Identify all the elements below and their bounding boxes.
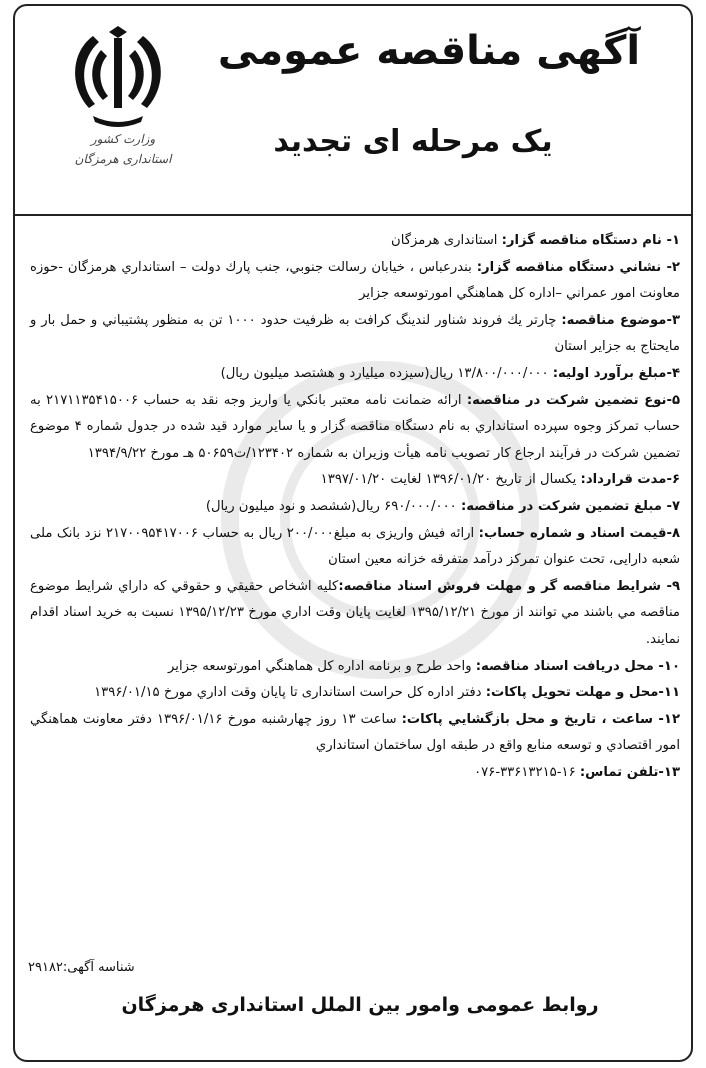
item-label: ۷- مبلغ تضمین شرکت در مناقصه:: [460, 498, 680, 514]
item-text: ۶۹۰/۰۰۰/۰۰۰ ریال(ششصد و نود میلیون ریال): [205, 498, 461, 514]
item-label: ۶-مدت قرارداد:: [580, 472, 680, 488]
notice-item-11: [30, 680, 680, 707]
ministry-line-2: استانداری هرمزگان: [74, 152, 172, 166]
notice-item-2: [30, 255, 680, 308]
notice-body: [30, 228, 680, 786]
item-text: ۱۶-۳۳۶۱۳۲۱۵-۰۷۶: [474, 764, 580, 780]
item-label: ۳-موضوع مناقصه:: [561, 312, 681, 328]
notice-title: آگهی مناقصه عمومی: [217, 28, 641, 74]
item-label: ۱۰- محل دريافت اسناد مناقصه:: [475, 658, 680, 674]
ministry-caption: [53, 129, 193, 169]
item-label: ۱۳-تلفن تماس:: [579, 764, 680, 780]
item-text: ۱۳/۸۰۰/۰۰۰/۰۰۰ ریال(سیزده میلیارد و هشتصد میلیون ریال): [220, 365, 553, 381]
notice-item-10: [30, 654, 680, 681]
notice-item-3: [30, 308, 680, 361]
item-text: بندرعباس ، خیابان رسالت جنوبي، جنب پارك دولت – استانداري هرمزگان -حوزه معاونت امور عمراني –اداره كل هماهنگي امورتوسعه جزاير: [30, 259, 680, 302]
item-text: واحد طرح و برنامه اداره كل هماهنگي امورتوسعه جزاير: [168, 658, 476, 674]
footer-signature: روابط عمومی وامور بین الملل استانداری هرمزگان: [121, 994, 599, 1016]
notice-item-12: [30, 707, 680, 760]
item-label: ۱- نام دستگاه مناقصه گزار:: [501, 233, 680, 248]
ministry-line-1: وزارت کشور: [90, 132, 156, 146]
item-text: چارتر يك فروند شناور لندينگ كرافت به ظرفيت حدود ۱۰۰۰ تن به منظور پشتيباني و حمل بار و مايحتاج به جزاير استان: [30, 312, 680, 355]
notice-item-1: [30, 228, 680, 255]
item-label: ۵-نوع تضمین شرکت در مناقصه:: [466, 392, 680, 408]
item-text: كليه اشخاص حقيقي و حقوقي كه داراي شرايط موضوع مناقصه مي باشند مي توانند از مورخ ۱۳۹۵/۱۲/۲۱ لغايت پايان وقت اداري مورخ ۱۳۹۵/۱۲/۲۳ نسبت به خريد اسناد اقدام نمايند.: [30, 578, 680, 647]
ad-id: شناسه آگهی:۲۹۱۸۲: [28, 960, 135, 975]
item-text: استانداری هرمزگان: [391, 233, 502, 248]
item-text: ارائه فیش واریزی به مبلغ۲۰۰/۰۰۰ ریال به حساب ۲۱۷۰۰۹۵۴۱۷۰۰۶ نزد بانک ملی شعبه دارایی، تحت عنوان تمرکز درآمد متفرقه خزانه معین استان: [30, 525, 680, 568]
notice-item-9: [30, 574, 680, 654]
item-text: ساعت ۱۳ روز چهارشنبه مورخ ۱۳۹۶/۰۱/۱۶ دفتر معاونت هماهنگي امور اقتصادي و توسعه منابع واقع در طبقه اول ساختمان استانداري: [30, 711, 680, 754]
notice-item-6: [30, 467, 680, 494]
item-label: ۴-مبلغ برآورد اولیه:: [552, 365, 680, 381]
item-text: دفتر اداره كل حراست استانداری تا پایان وقت اداري مورخ ۱۳۹۶/۰۱/۱۵: [94, 685, 486, 701]
notice-item-7: [30, 494, 680, 521]
notice-header: [13, 4, 693, 216]
item-label: ۸-قیمت اسناد و شماره حساب:: [478, 525, 680, 541]
item-text: ارائه ضمانت نامه معتبر بانكي يا واريز وجه نقد به حساب ۲۱۷۱۱۳۵۴۱۵۰۰۶ به حساب تمرکز وجوه سپرده استانداري به نام دستگاه مناقصه گزار و يا ساير موارد قيد شده در جدول شماره ۴ موضوع تضمین شرکت در فرآیند ارجاع کار تصویب نامه هیأت وزیران به شماره ۱۲۳۴۰۲/ت۵۰۶۵۹ هـ مورخ ۱۳۹۴/۹/۲۲: [30, 392, 680, 461]
item-label: ۲- نشاني دستگاه مناقصه گزار:: [476, 259, 680, 275]
item-label: ۹- شرايط مناقصه گر و مهلت فروش اسناد مناقصه:: [338, 578, 680, 594]
item-text: یکسال از تاریخ ۱۳۹۶/۰۱/۲۰ لغایت ۱۳۹۷/۰۱/۲۰: [320, 472, 581, 488]
item-label: ۱۲- ساعت ، تاريخ و محل بازگشايي پاكات:: [401, 711, 680, 727]
notice-item-13: [30, 760, 680, 787]
notice-item-8: [30, 521, 680, 574]
notice-subtitle: یک مرحله ای تجدید: [273, 124, 553, 159]
notice-item-4: [30, 361, 680, 388]
iran-emblem-icon: [63, 24, 173, 132]
notice-item-5: [30, 388, 680, 468]
item-label: ۱۱-محل و مهلت تحويل پاكات:: [485, 685, 680, 701]
